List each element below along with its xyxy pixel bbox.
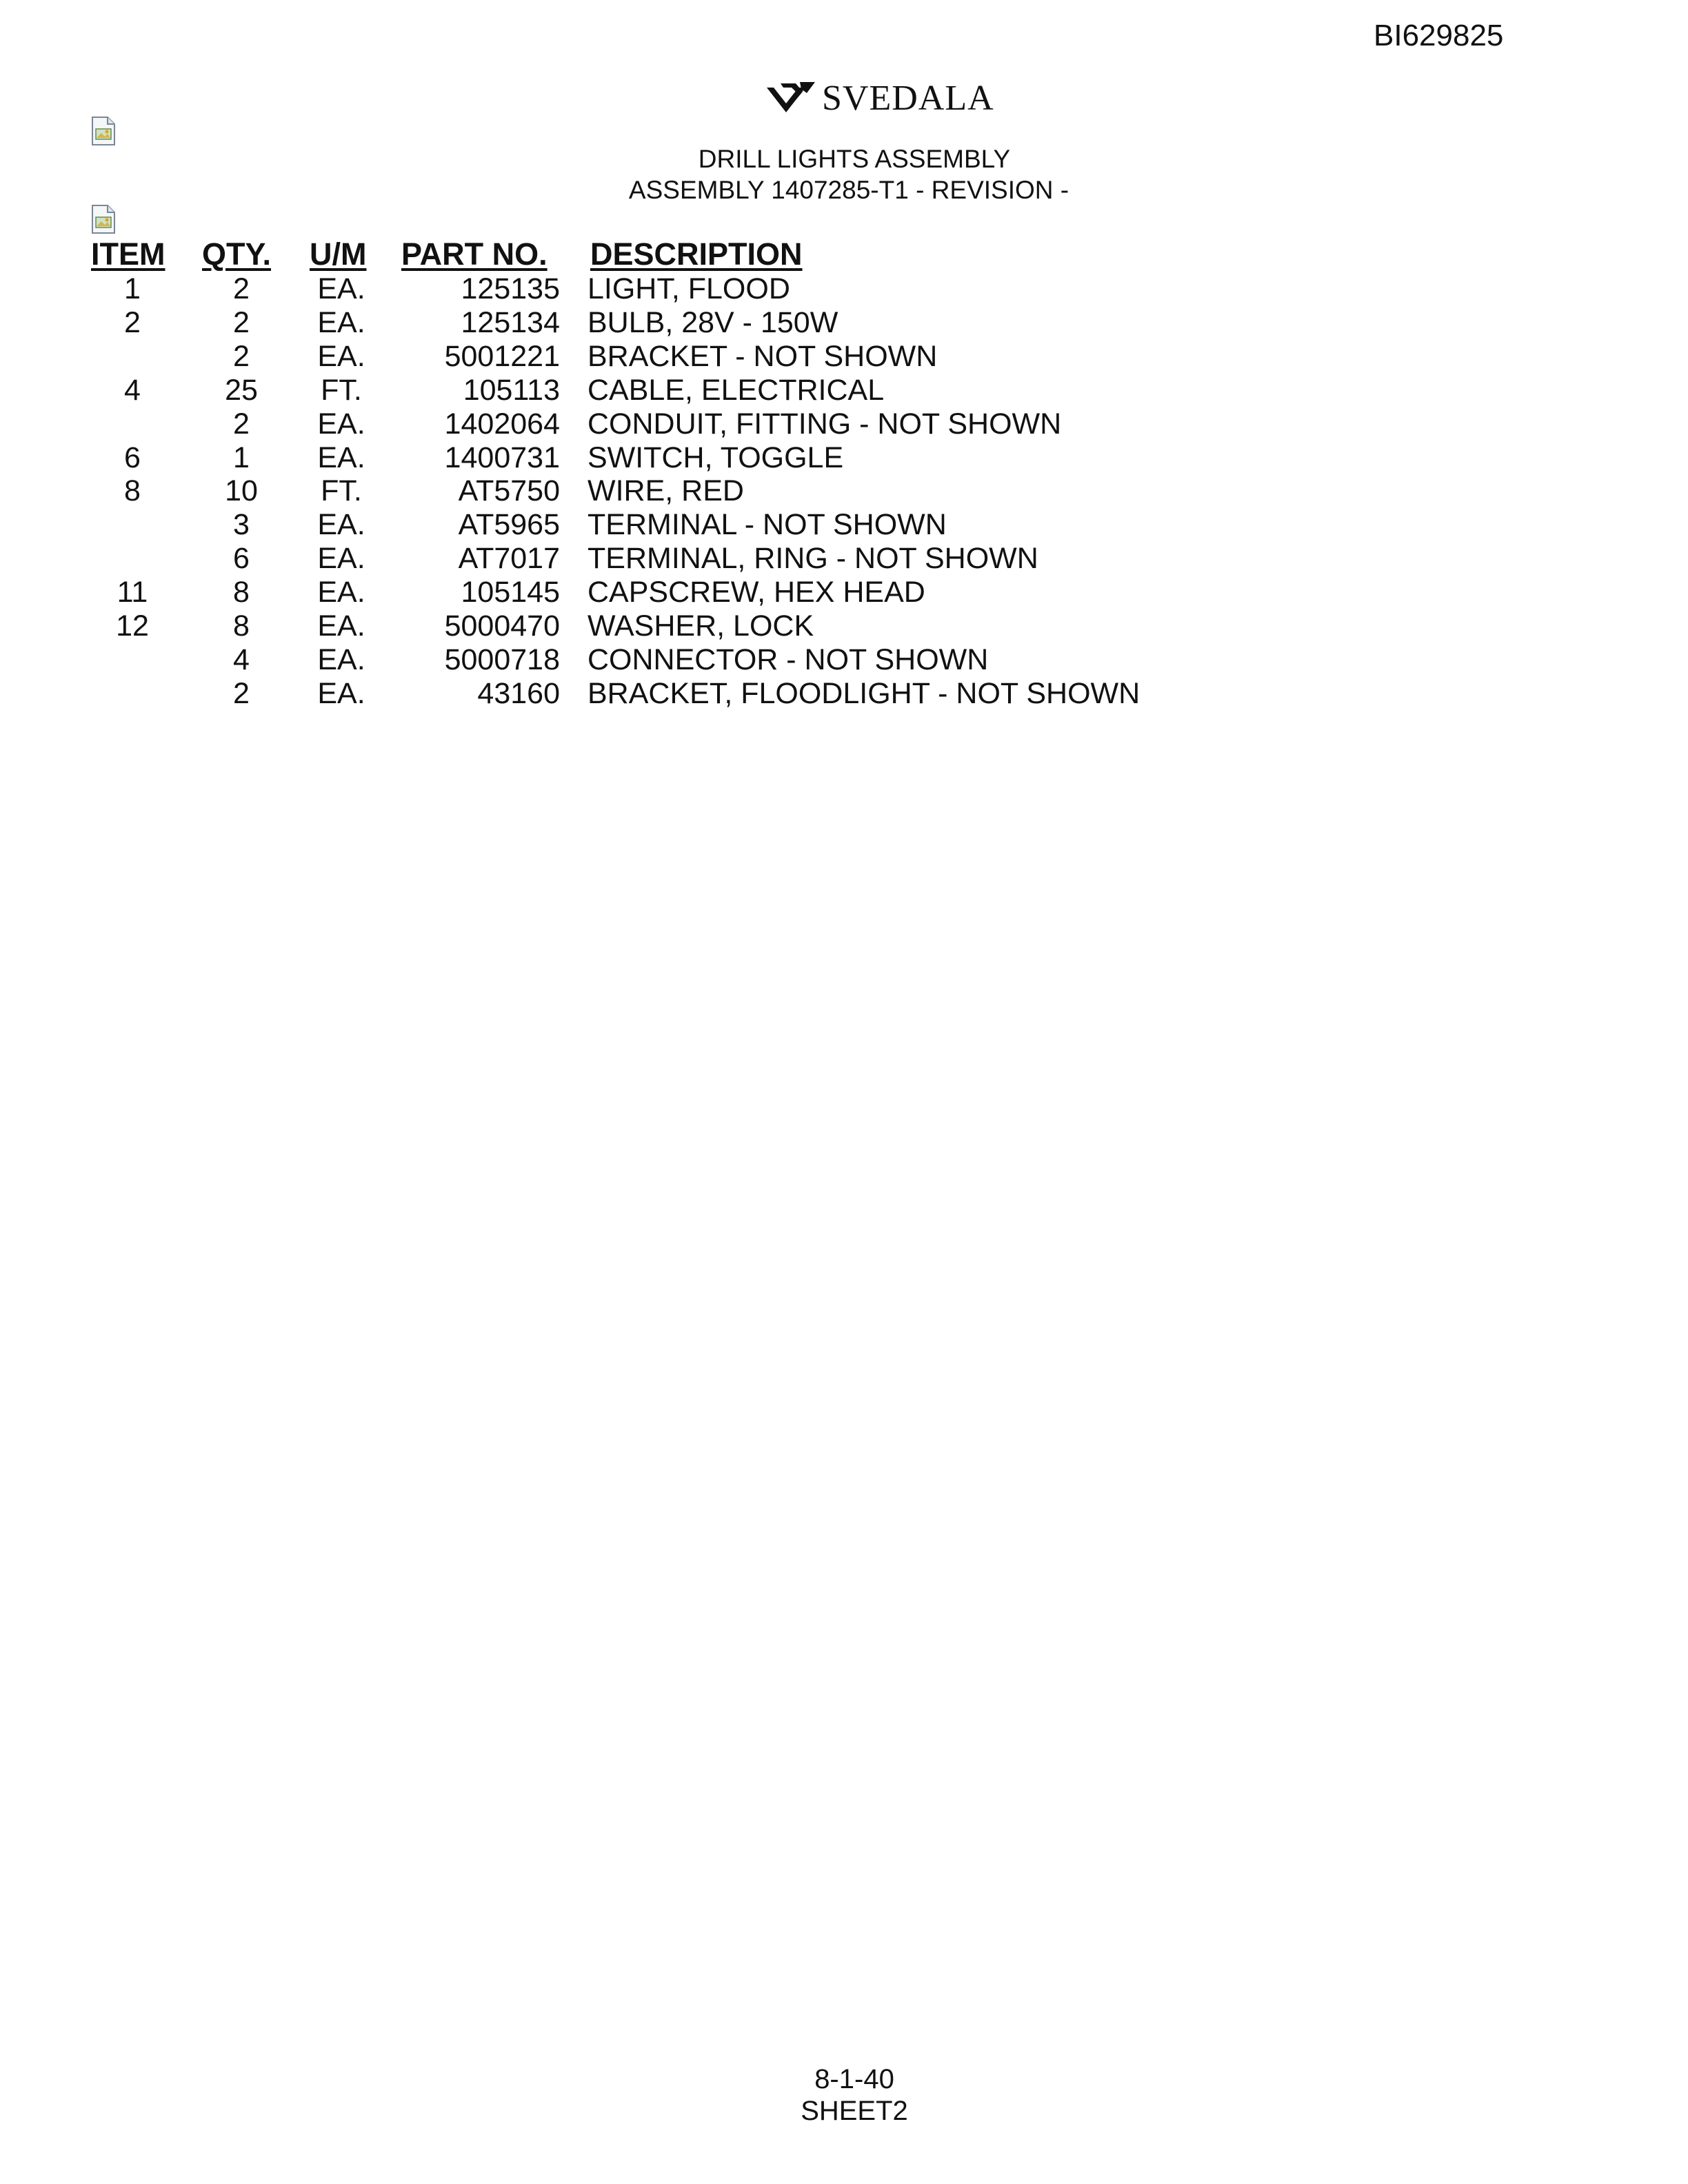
cell-part-no: 125135 (461, 272, 560, 305)
cell-part-no: 1402064 (444, 407, 560, 441)
cell-um: FT. (321, 374, 362, 407)
page-reference: 8-1-40 (814, 2064, 894, 2094)
column-header-um: U/M (310, 236, 367, 272)
cell-part-no: 5000470 (444, 609, 560, 643)
cell-description: LIGHT, FLOOD (587, 272, 790, 305)
cell-um: EA. (317, 441, 365, 474)
cell-part-no: 43160 (477, 677, 560, 710)
cell-description: CONDUIT, FITTING - NOT SHOWN (587, 407, 1062, 441)
cell-description: CABLE, ELECTRICAL (587, 374, 885, 407)
cell-description: TERMINAL, RING - NOT SHOWN (587, 542, 1038, 575)
column-header-item: ITEM (91, 236, 165, 272)
cell-description: BRACKET, FLOODLIGHT - NOT SHOWN (587, 677, 1141, 710)
cell-description: WIRE, RED (587, 474, 744, 507)
cell-um: EA. (317, 508, 365, 541)
cell-qty: 3 (233, 508, 250, 541)
sheet-label: SHEET2 (801, 2096, 908, 2126)
cell-qty: 8 (233, 609, 250, 643)
document-subtitle: ASSEMBLY 1407285-T1 - REVISION - (628, 176, 1069, 204)
cell-um: EA. (317, 677, 365, 710)
cell-qty: 2 (233, 677, 250, 710)
cell-qty: 1 (233, 441, 250, 474)
cell-description: SWITCH, TOGGLE (587, 441, 844, 474)
cell-qty: 2 (233, 340, 250, 373)
cell-qty: 6 (233, 542, 250, 575)
cell-item: 12 (116, 609, 149, 643)
cell-description: CONNECTOR - NOT SHOWN (587, 643, 989, 676)
column-header-description: DESCRIPTION (590, 236, 803, 272)
cell-part-no: 105113 (463, 374, 560, 407)
cell-item: 1 (124, 272, 141, 305)
document-title: DRILL LIGHTS ASSEMBLY (698, 145, 1011, 173)
cell-part-no: 5000718 (444, 643, 560, 676)
cell-qty: 25 (225, 374, 258, 407)
cell-um: FT. (321, 474, 362, 507)
cell-part-no: AT5965 (458, 508, 560, 541)
cell-description: WASHER, LOCK (587, 609, 814, 643)
logo-wordmark: SVEDALA (822, 79, 994, 118)
cell-item: 4 (124, 374, 141, 407)
cell-um: EA. (317, 609, 365, 643)
cell-part-no: AT7017 (458, 542, 560, 575)
parts-table (0, 0, 1688, 758)
cell-part-no: AT5750 (458, 474, 560, 507)
column-header-part-no: PART NO. (401, 236, 547, 272)
cell-um: EA. (317, 340, 365, 373)
cell-description: BULB, 28V - 150W (587, 306, 838, 339)
cell-um: EA. (317, 407, 365, 441)
cell-part-no: 125134 (461, 306, 560, 339)
cell-qty: 4 (233, 643, 250, 676)
cell-qty: 2 (233, 407, 250, 441)
cell-um: EA. (317, 576, 365, 609)
cell-description: CAPSCREW, HEX HEAD (587, 576, 925, 609)
cell-qty: 2 (233, 272, 250, 305)
cell-item: 6 (124, 441, 141, 474)
column-header-qty: QTY. (202, 236, 272, 272)
cell-um: EA. (317, 272, 365, 305)
cell-item: 2 (124, 306, 141, 339)
cell-part-no: 105145 (461, 576, 560, 609)
cell-um: EA. (317, 306, 365, 339)
cell-qty: 2 (233, 306, 250, 339)
cell-part-no: 1400731 (444, 441, 560, 474)
cell-um: EA. (317, 542, 365, 575)
cell-item: 11 (117, 576, 148, 609)
cell-item: 8 (124, 474, 141, 507)
cell-um: EA. (317, 643, 365, 676)
document-id: BI629825 (1374, 19, 1504, 52)
cell-description: BRACKET - NOT SHOWN (587, 340, 938, 373)
cell-qty: 10 (225, 474, 258, 507)
cell-part-no: 5001221 (444, 340, 560, 373)
cell-description: TERMINAL - NOT SHOWN (587, 508, 947, 541)
cell-qty: 8 (233, 576, 250, 609)
